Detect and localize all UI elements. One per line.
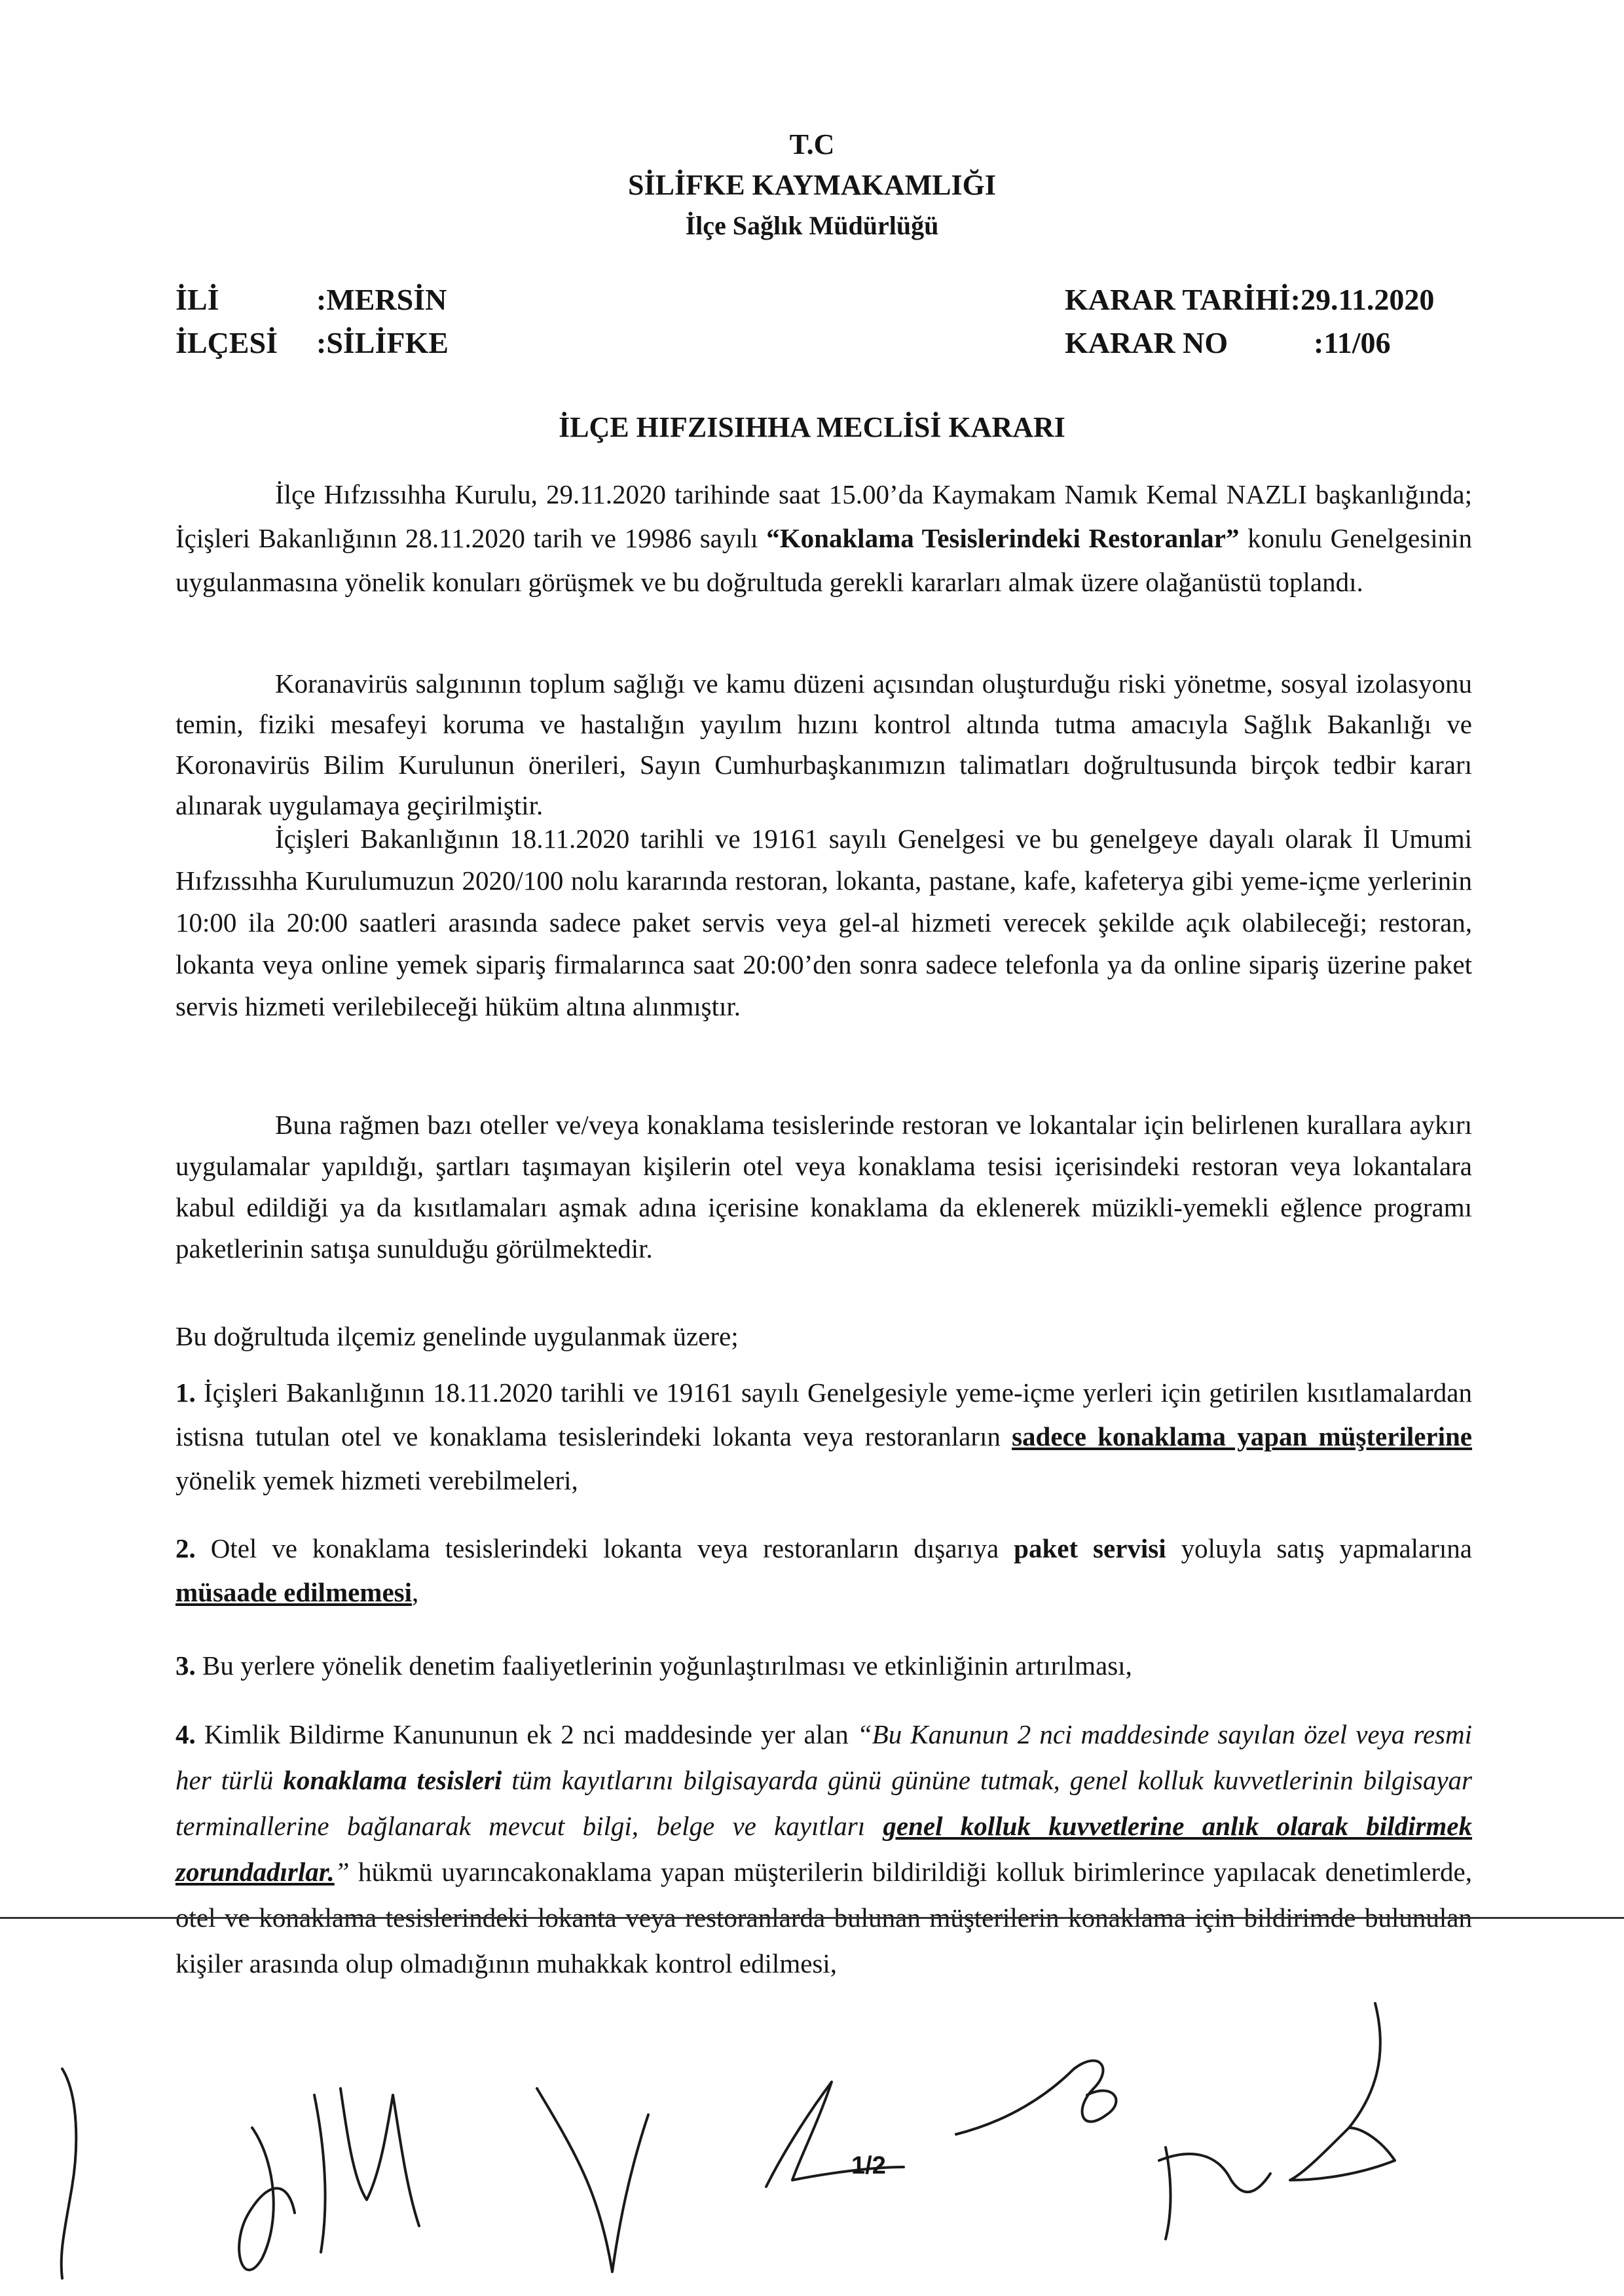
header-kaymakamlik: SİLİFKE KAYMAKAMLIĞI [628,169,996,201]
item-2-text-c: yoluyla satış yapmalarına [1166,1533,1472,1563]
karar-no-label: KARAR NO [1065,326,1228,359]
item-1-emphasis: sadece konaklama yapan müşterilerine [1012,1421,1473,1451]
signature-1 [62,2069,77,2278]
signature-8 [1290,2003,1395,2180]
signature-4 [537,2088,648,2272]
document-title: İLÇE HIFZISIHHA MECLİSİ KARARI [559,411,1065,443]
item-4-quote-end: ” [334,1857,350,1887]
p1-text-a: İlçe Hıfzıssıhha Kurulu, 29.11.2020 tarihinde saat 15.00’da Kaymakam Namık Kemal NAZLI başkanlığında; İçişleri Bakanlığının 28.11.2020 tarih ve 19986 sayılı [175,479,1472,553]
karar-tarihi-label: KARAR TARİHİ: [1065,283,1301,316]
header-mudurluk: İlçe Sağlık Müdürlüğü [685,211,939,240]
paragraph-2: Koranavirüs salgınının toplum sağlığı ve kamu düzeni açısından oluşturduğu riski yönetme, sosyal izolasyonu temin, fiziki mesafeyi koruma ve hastalığın yayılım hızını kontrol altında tutma amacıyla Sağlık Bakanlığı ve Koronavirüs Bilim Kurulunun önerileri, Sayın Cumhurbaşkanımızın talimatları doğrultusunda birçok tedbir kararı alınarak uygulamaya geçirilmiştir. [175,668,1472,820]
item-4-quote-b: tüm kayıtlarını bilgisayarda günü gününe tutmak, genel kolluk kuvvetlerinin bilgisayar terminallerine bağlanarak mevcut bilgi, belge ve kayıtları [175,1765,1472,1841]
p1-text-c: konulu Genelgesinin uygulanmasına yönelik konuları görüşmek ve bu doğrultuda gerekli kararları almak üzere olağanüstü toplandı. [175,523,1472,597]
item-4-quote-bold-1: konaklama tesisleri [283,1765,502,1795]
ili-label: İLİ [175,283,219,316]
page-number: 1/2 [851,2152,886,2179]
paragraph-3: İçişleri Bakanlığının 18.11.2020 tarihli ve 19161 sayılı Genelgesi ve bu genelgeye dayalı olarak İl Umumi Hıfzıssıhha Kurulumuzun 2020/100 nolu kararında restoran, lokanta, pastane, kafe, kafeterya gibi yeme-içme yerlerinin 10:00 ila 20:00 saatleri arasında sadece paket servis veya gel-al hizmeti verecek şekilde açık olabileceği; restoran, lokanta veya online yemek sipariş firmalarınca saat 20:00’den sonra sadece telefonla ya da online sipariş üzerine paket servis hizmeti verilebileceği hüküm altına alınmıştır. [175,824,1472,1021]
signature-2 [239,2128,295,2270]
karar-no-value: :11/06 [1314,326,1391,359]
item-2-text-e: , [412,1577,419,1607]
paragraph-5: Bu doğrultuda ilçemiz genelinde uygulanmak üzere; [175,1321,739,1351]
item-1-text-c: yönelik yemek hizmeti verebilmeleri, [175,1465,578,1495]
item-4-quote-bold-2: genel kolluk kuvvetlerine anlık olarak bildirmek zorundadırlar. [175,1811,1473,1887]
header-tc: T.C [789,128,835,160]
signature-7 [1159,2147,1270,2239]
item-2-text-a: Otel ve konaklama tesislerindeki lokanta veya restoranların dışarıya [195,1533,1014,1563]
item-1-number: 1. [175,1377,196,1408]
p1-genelge-title: “Konaklama Tesislerindeki Restoranlar” [766,523,1240,553]
item-4-text-a: Kimlik Bildirme Kanununun ek 2 nci maddesinde yer alan [195,1719,857,1749]
ilcesi-value: :SİLİFKE [316,326,449,359]
item-3-text: Bu yerlere yönelik denetim faaliyetlerinin yoğunlaştırılması ve etkinliğinin artırılması, [195,1650,1132,1681]
item-2-emphasis: müsaade edilmemesi [175,1577,412,1607]
signature-3 [314,2088,419,2252]
karar-tarihi-value: 29.11.2020 [1300,283,1435,316]
item-3-number: 3. [175,1650,196,1681]
item-4-number: 4. [175,1719,196,1749]
ili-value: :MERSİN [316,283,447,316]
item-2-number: 2. [175,1533,196,1563]
ilcesi-label: İLÇESİ [175,326,278,359]
item-4-text-g: hükmü uyarıncakonaklama yapan müşterilerin bildirildiği kolluk birimlerince yapılacak denetimlerde, otel ve konaklama tesislerindeki lokanta veya restoranlarda bulunan müşterilerin konaklama için bildirimde bulunulan kişiler arasında olup olmadığının muhakkak kontrol edilmesi, [175,1857,1472,1978]
signature-6 [956,2061,1116,2134]
item-1-text-a: İçişleri Bakanlığının 18.11.2020 tarihli ve 19161 sayılı Genelgesiyle yeme-içme yerleri için getirilen kısıtlamalardan istisna tutulan otel ve konaklama tesislerindeki lokanta veya restoranların [175,1377,1472,1451]
item-4-quote-a: “Bu Kanunun 2 nci maddesinde sayılan özel veya resmi her türlü [175,1719,1473,1795]
item-2-paket-servisi: paket servisi [1014,1533,1166,1563]
paragraph-4: Buna rağmen bazı oteller ve/veya konaklama tesislerinde restoran ve lokantalar için belirlenen kurallara aykırı uygulamalar yapıldığı, şartları taşımayan kişilerin otel veya konaklama tesisi içerisindeki restoran veya lokantalara kabul edildiği ya da kısıtlamaları aşmak adına içerisine konaklama da eklenerek müzikli-yemekli eğlence programı paketlerinin satışa sunulduğu görülmektedir. [175,1110,1472,1264]
